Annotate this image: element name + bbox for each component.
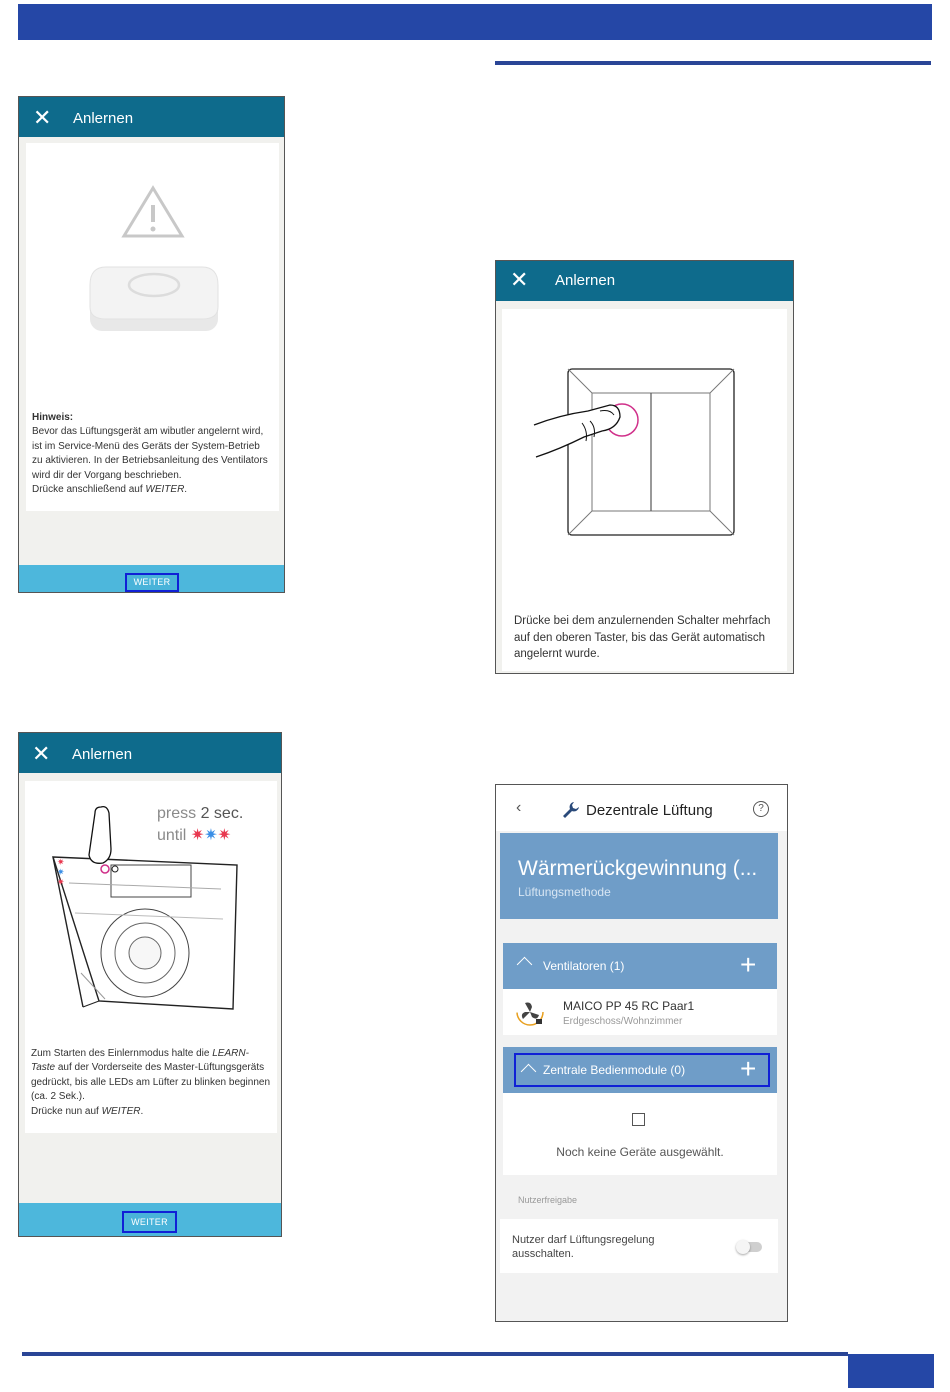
weiter-button[interactable]: WEITER — [125, 573, 179, 592]
method-subtitle: Lüftungsmethode — [518, 885, 611, 899]
hint-body: Bevor das Lüftungsgerät am wibutler angelernt wird, ist im Service-Menü des Geräts der System-Betrieb zu aktivieren. In der Betriebsanleitung des Ventilators wird dir der Vorgang beschrieben. — [32, 426, 268, 481]
led-blue-icon: ✷ — [204, 827, 218, 844]
press-label: press — [157, 805, 197, 822]
app-bar — [496, 261, 793, 301]
hint-cta-weiter: WEITER — [145, 484, 185, 496]
learn-text-a: Zum Starten des Einlernmodus halte die — [31, 1048, 213, 1059]
weiter-button[interactable]: WEITER — [122, 1211, 177, 1233]
section-label: Ventilatoren (1) — [543, 959, 625, 973]
chevron-up-icon — [517, 957, 533, 973]
screenshot-dezentrale-lueftung — [495, 784, 788, 1322]
learn-text-c: Drücke nun auf — [31, 1105, 102, 1117]
page-number-box — [848, 1354, 934, 1388]
warning-icon — [121, 185, 185, 239]
learn-text-b: auf der Vorderseite des Master-Lüftungsgeräts gedrückt, bis alle LEDs am Lüfter zu blinken beginnen (ca. 2 Sek.). — [31, 1062, 271, 1103]
close-icon[interactable]: ✕ — [33, 105, 52, 130]
empty-state-card — [503, 1093, 777, 1175]
led-red-icon: ✷ — [190, 827, 205, 844]
toggle-knob — [736, 1240, 750, 1254]
hint-label: Hinweis: — [32, 412, 74, 423]
control-module-icon — [632, 1113, 645, 1126]
ventilatoren-section-header[interactable] — [503, 943, 777, 989]
page-header-bar — [18, 4, 932, 40]
method-title: Wärmerückgewinnung (... — [518, 857, 758, 880]
screen-title: Anlernen — [555, 272, 616, 289]
learn-text-period: . — [140, 1105, 144, 1117]
app-bar — [19, 733, 281, 773]
screen-title: Anlernen — [73, 110, 134, 127]
bedienmodule-section-header[interactable] — [503, 1047, 777, 1093]
device-location: Erdgeschoss/Wohnzimmer — [563, 1016, 683, 1027]
app-bar — [19, 97, 284, 137]
add-ventilator-icon[interactable]: + — [740, 949, 757, 980]
learn-instruction — [25, 1043, 277, 1123]
header-title: Dezentrale Lüftung — [586, 802, 713, 819]
learn-key-name: LEARN-Taste — [31, 1048, 249, 1074]
help-icon[interactable]: ? — [753, 801, 769, 817]
press-value: 2 sec. — [200, 805, 244, 822]
method-banner[interactable] — [500, 833, 778, 919]
device-list-item[interactable] — [503, 989, 777, 1035]
wall-switch-illustration — [530, 365, 770, 545]
section-rule — [495, 61, 931, 65]
screenshot-anlernen-hint — [18, 96, 285, 593]
close-icon[interactable]: ✕ — [32, 741, 51, 766]
screenshot-anlernen-switch — [495, 260, 794, 674]
toggle-label-line2: ausschalten. — [512, 1248, 574, 1260]
svg-text:✷: ✷ — [57, 877, 65, 887]
learn-text-weiter: WEITER — [101, 1105, 141, 1117]
led-red-icon: ✷ — [217, 827, 232, 844]
fan-icon — [515, 997, 545, 1027]
hint-cta-text: Drücke anschließend auf — [32, 484, 146, 496]
toggle-label-line1: Nutzer darf Lüftungsregelung — [512, 1234, 655, 1246]
gateway-device-image — [84, 255, 224, 345]
permission-toggle[interactable] — [736, 1239, 766, 1255]
footer-rule — [22, 1352, 848, 1356]
screenshot-anlernen-learn — [18, 732, 282, 1237]
close-icon[interactable]: ✕ — [510, 267, 529, 292]
instruction-text: Drücke bei dem anzulernenden Schalter mehrfach auf den oberen Taster, bis das Gerät automatisch angelernt wurde. — [514, 615, 771, 660]
section-label: Zentrale Bedienmodule (0) — [543, 1063, 686, 1077]
ventilator-unit-illustration — [45, 803, 255, 1013]
hint-note — [26, 407, 278, 501]
device-name: MAICO PP 45 RC Paar1 — [563, 999, 695, 1013]
hint-cta-period: . — [184, 484, 188, 496]
wrench-icon — [562, 801, 580, 819]
add-bedienmodul-icon[interactable]: + — [740, 1053, 757, 1084]
user-permission-row — [500, 1219, 778, 1273]
chevron-left-icon[interactable]: ‹ — [516, 799, 522, 816]
screen-title: Anlernen — [72, 746, 133, 763]
users-section-label: Nutzerfreigabe — [518, 1195, 578, 1205]
app-header — [496, 785, 787, 831]
svg-text:✷: ✷ — [57, 857, 65, 867]
until-label: until — [157, 827, 187, 844]
empty-state-text: Noch keine Geräte ausgewählt. — [556, 1145, 724, 1159]
svg-text:✷: ✷ — [57, 867, 65, 877]
